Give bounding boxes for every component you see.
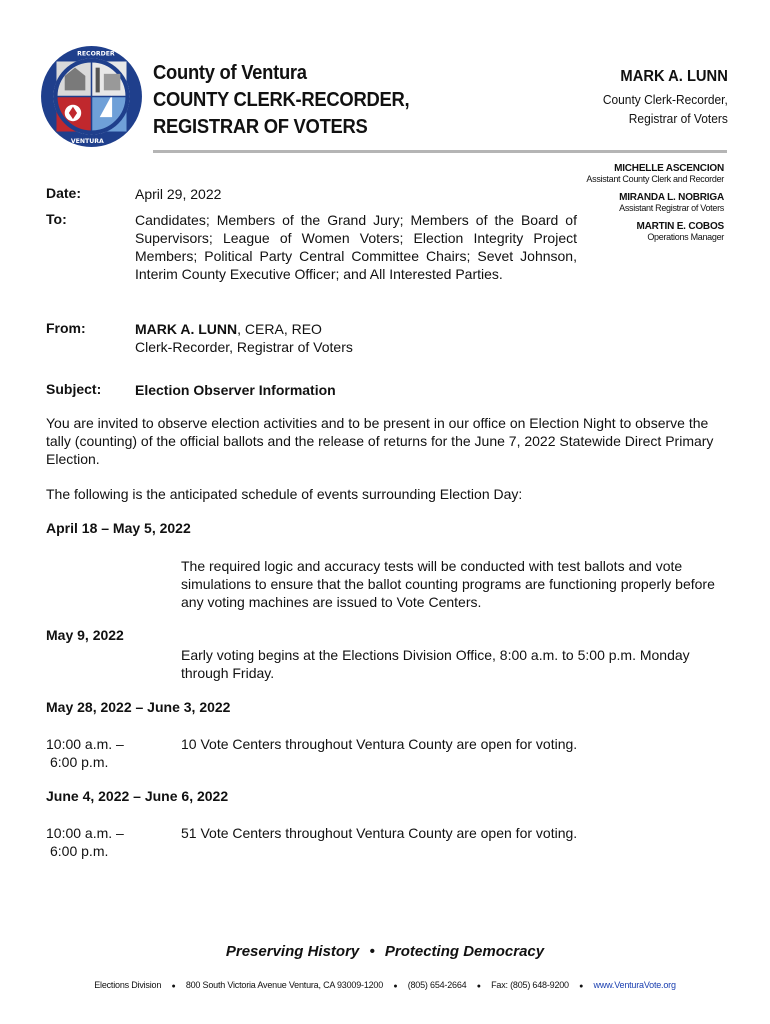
to-label: To: xyxy=(46,211,67,227)
time-end: 6:00 p.m. xyxy=(50,754,109,770)
bullet-icon: ● xyxy=(579,983,584,990)
date-value: April 29, 2022 xyxy=(135,186,222,202)
time-range xyxy=(46,824,124,860)
section-text: Early voting begins at the Elections Division Office, 8:00 a.m. to 5:00 p.m. Monday through Friday. xyxy=(181,647,690,681)
footer-phone: (805) 654-2664 xyxy=(407,980,467,990)
time-start: 10:00 a.m. – xyxy=(46,736,124,752)
svg-text:VENTURA: VENTURA xyxy=(70,137,104,145)
bullet-icon: ● xyxy=(393,983,398,990)
date-label: Date: xyxy=(46,185,82,201)
staff-title: Operations Manager xyxy=(647,232,724,242)
official-name: MARK A. LUNN xyxy=(620,68,728,85)
section-heading: May 28, 2022 – June 3, 2022 xyxy=(46,699,231,715)
bullet-icon: ● xyxy=(171,983,176,990)
staff-list xyxy=(586,163,724,250)
staff-item xyxy=(586,163,724,184)
footer-address: 800 South Victoria Avenue Ventura, CA 93009-1200 xyxy=(185,980,384,990)
staff-name: MARTIN E. COBOS xyxy=(636,221,724,232)
bullet-icon: ● xyxy=(476,983,481,990)
section-text: 10 Vote Centers throughout Ventura County are open for voting. xyxy=(181,736,578,752)
org-line-2: COUNTY CLERK-RECORDER, xyxy=(153,89,410,111)
official-block xyxy=(592,68,728,128)
footer-fax: Fax: (805) 648-9200 xyxy=(491,980,569,990)
staff-name: MIRANDA L. NOBRIGA xyxy=(619,192,724,203)
time-range xyxy=(46,735,124,771)
to-value: Candidates; Members of the Grand Jury; Members of the Board of Supervisors; League of Women Voters; Election Integrity Project Members; Political Party Central Committee Chairs; Sevet Johnson, Interim County Executive Officer; and All Interested Parties. xyxy=(135,212,577,282)
section-text: The required logic and accuracy tests will be conducted with test ballots and vote simulations to ensure that the ballot counting programs are functioning properly before any voting machines are issued to Vote Centers. xyxy=(181,558,715,610)
section-heading: June 4, 2022 – June 6, 2022 xyxy=(46,788,229,804)
staff-name: MICHELLE ASCENCION xyxy=(614,163,724,174)
from-name: MARK A. LUNN xyxy=(135,321,238,337)
motto-separator: • xyxy=(369,943,375,960)
subject-label: Subject: xyxy=(46,381,102,397)
org-line-1: County of Ventura xyxy=(153,62,307,84)
section-heading: May 9, 2022 xyxy=(46,627,124,643)
staff-title: Assistant Registrar of Voters xyxy=(619,203,724,213)
from-label: From: xyxy=(46,320,86,336)
time-end: 6:00 p.m. xyxy=(50,843,109,859)
county-seal-icon xyxy=(40,45,143,148)
website-link[interactable]: www.VenturaVote.org xyxy=(593,980,676,990)
footer-division: Elections Division xyxy=(94,980,162,990)
footer-motto xyxy=(0,943,770,960)
header-divider xyxy=(153,150,727,153)
org-line-3: REGISTRAR OF VOTERS xyxy=(153,116,368,138)
section-text: 51 Vote Centers throughout Ventura County are open for voting. xyxy=(181,825,578,841)
motto-right: Protecting Democracy xyxy=(384,943,545,960)
staff-title: Assistant County Clerk and Recorder xyxy=(586,174,724,184)
intro-paragraph: You are invited to observe election activities and to be present in our office on Election Night to observe the tally (counting) of the official ballots and the release of returns for the June 7, 2022 Statewide Direct Primary Election. xyxy=(46,415,714,467)
official-title-line-1: County Clerk-Recorder, xyxy=(603,92,728,107)
footer-contact xyxy=(0,980,770,990)
schedule-intro: The following is the anticipated schedule of events surrounding Election Day: xyxy=(46,486,523,502)
staff-item xyxy=(586,192,724,213)
from-credentials: , CERA, REO xyxy=(237,321,322,337)
section-heading: April 18 – May 5, 2022 xyxy=(46,520,191,536)
official-title-line-2: Registrar of Voters xyxy=(628,111,728,126)
organization-name xyxy=(153,60,409,141)
from-title: Clerk-Recorder, Registrar of Voters xyxy=(135,339,353,355)
motto-left: Preserving History xyxy=(225,943,360,960)
staff-item xyxy=(586,221,724,242)
time-start: 10:00 a.m. – xyxy=(46,825,124,841)
official-title xyxy=(603,90,728,128)
svg-text:RECORDER: RECORDER xyxy=(77,50,115,58)
from-value xyxy=(135,320,353,356)
subject-value: Election Observer Information xyxy=(135,382,336,398)
